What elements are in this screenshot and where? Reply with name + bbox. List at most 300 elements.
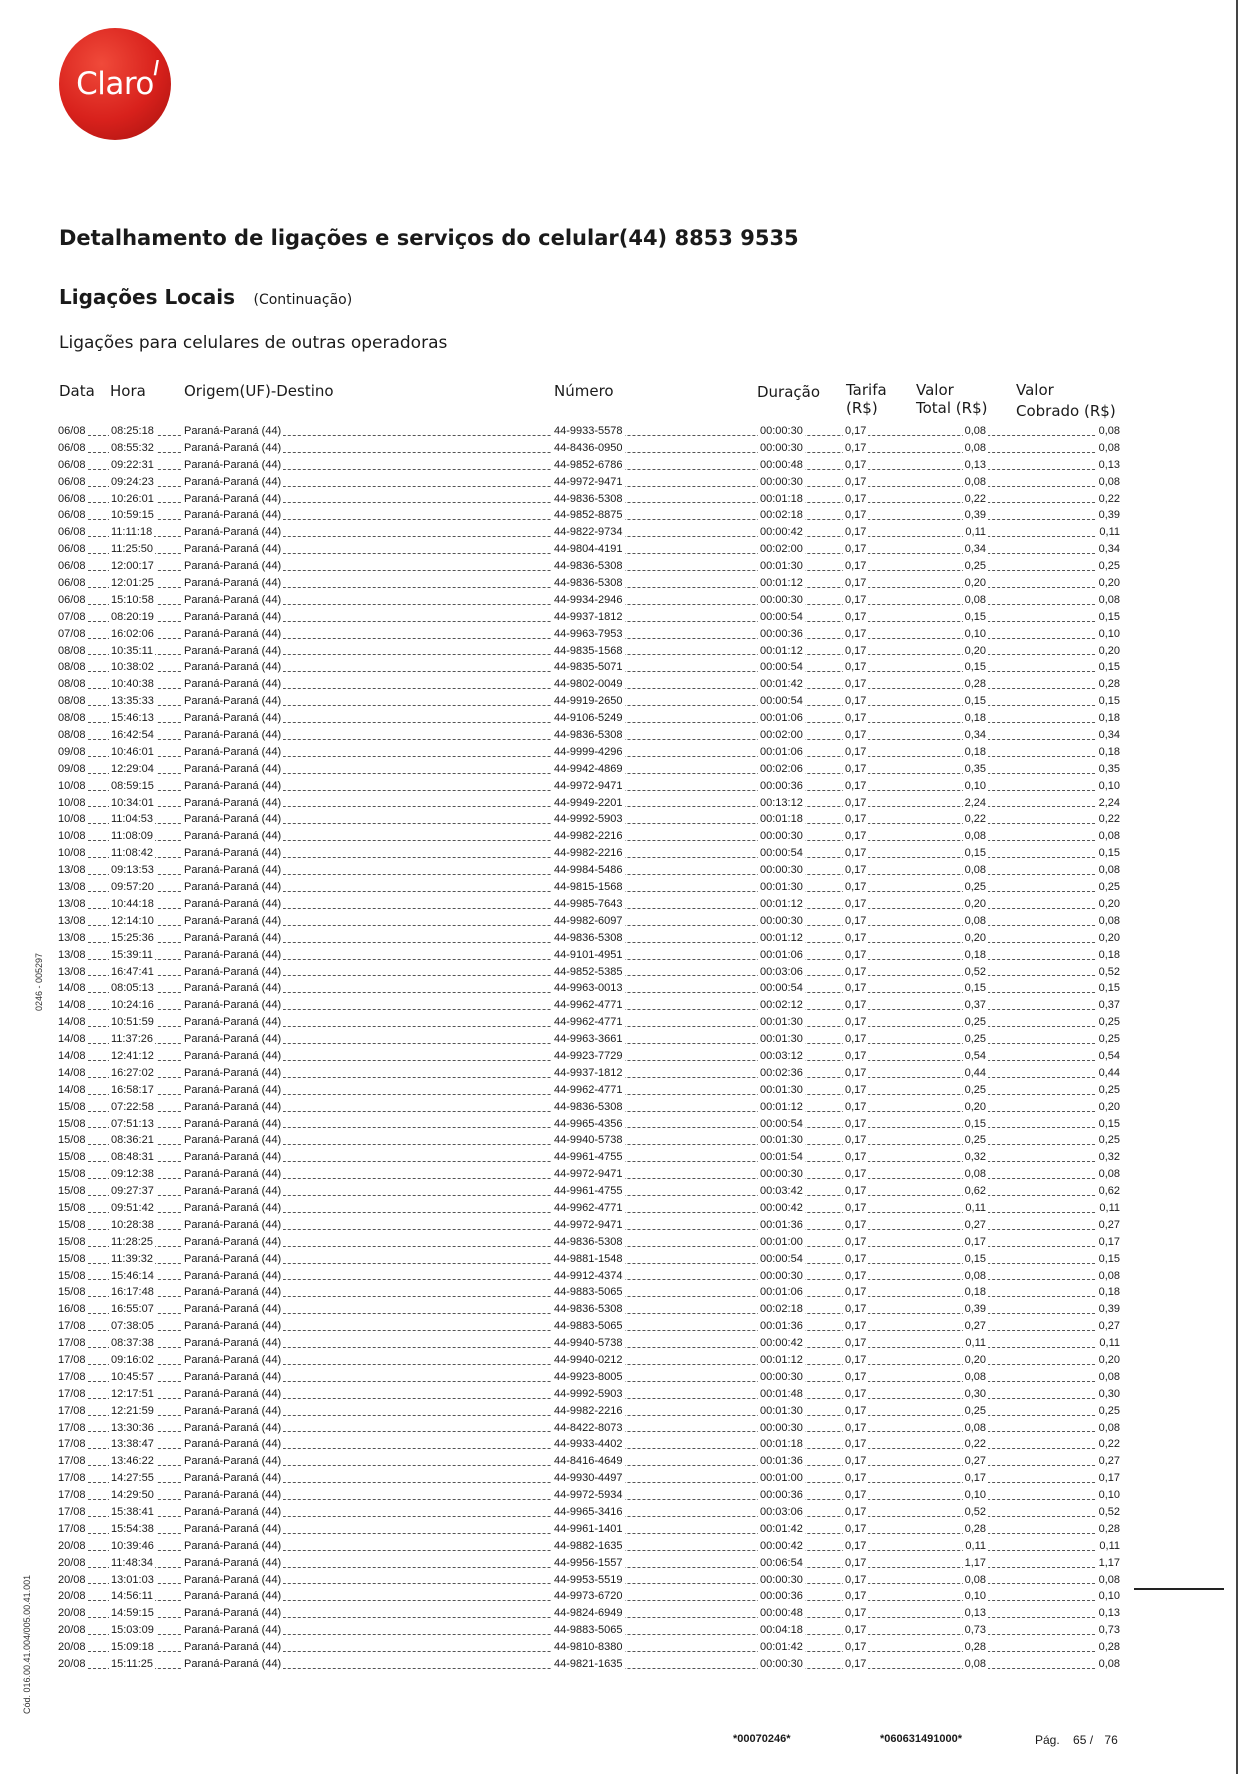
cell-origin: Paraná-Paraná (44) [182,693,283,710]
cell-tariff: 0,17 [843,761,868,778]
cell-date: 13/08 [58,947,88,964]
cell-time: 11:37:26 [109,1031,155,1048]
table-row [58,1420,1120,1437]
cell-charged: 0,20 [1097,575,1120,592]
cell-duration: 00:01:42 [758,1521,805,1538]
cell-charged: 0,11 [1097,524,1120,541]
table-row [58,997,1120,1014]
cell-tariff: 0,17 [843,507,868,524]
table-row [58,1538,1120,1555]
cell-date: 15/08 [58,1268,88,1285]
cell-origin: Paraná-Paraná (44) [182,795,283,812]
footer-code-2: *060631491000* [880,1733,962,1745]
cell-number: 44-9883-5065 [552,1318,625,1335]
cell-date: 06/08 [58,558,88,575]
cell-charged: 0,15 [1097,659,1120,676]
cell-total: 0,20 [963,575,988,592]
table-row [58,828,1120,845]
cell-origin: Paraná-Paraná (44) [182,980,283,997]
cell-date: 06/08 [58,440,88,457]
cell-number: 44-9934-2946 [552,592,625,609]
table-row [58,1301,1120,1318]
cell-duration: 00:00:54 [758,1116,805,1133]
cell-time: 08:05:13 [109,980,156,997]
cell-total: 0,11 [963,1538,988,1555]
cell-origin: Paraná-Paraná (44) [182,1251,283,1268]
cell-origin: Paraná-Paraná (44) [182,1555,283,1572]
cell-duration: 00:01:30 [758,558,805,575]
cell-time: 08:36:21 [109,1132,156,1149]
cell-origin: Paraná-Paraná (44) [182,1504,283,1521]
cell-duration: 00:01:30 [758,1014,805,1031]
header-total-line1: Valor [916,381,954,399]
cell-duration: 00:06:54 [758,1555,805,1572]
cell-time: 15:25:36 [109,930,156,947]
table-row [58,423,1120,440]
cell-date: 20/08 [58,1538,88,1555]
cell-date: 15/08 [58,1200,88,1217]
cell-date: 08/08 [58,643,88,660]
cell-charged: 0,22 [1097,811,1120,828]
cell-date: 10/08 [58,778,88,795]
cell-total: 0,15 [963,609,988,626]
cell-duration: 00:02:00 [758,541,805,558]
cell-time: 11:28:25 [109,1234,155,1251]
cell-total: 0,54 [963,1048,988,1065]
header-tarifa-line1: Tarifa [846,381,887,399]
header-hora: Hora [110,382,146,400]
cell-origin: Paraná-Paraná (44) [182,659,283,676]
cell-origin: Paraná-Paraná (44) [182,1031,283,1048]
cell-origin: Paraná-Paraná (44) [182,1521,283,1538]
cell-total: 0,32 [963,1149,988,1166]
cell-tariff: 0,17 [843,693,868,710]
cell-total: 0,08 [963,1268,988,1285]
cell-total: 2,24 [963,795,988,812]
table-row [58,1521,1120,1538]
cell-duration: 00:00:30 [758,474,805,491]
cell-tariff: 0,17 [843,778,868,795]
table-row [58,558,1120,575]
cell-total: 0,08 [963,828,988,845]
cell-number: 44-9953-5519 [552,1572,625,1589]
table-row [58,1369,1120,1386]
cell-origin: Paraná-Paraná (44) [182,1082,283,1099]
cell-total: 0,28 [963,1639,988,1656]
cell-time: 13:01:03 [109,1572,156,1589]
cell-tariff: 0,17 [843,474,868,491]
cell-origin: Paraná-Paraná (44) [182,1116,283,1133]
cell-time: 10:34:01 [109,795,156,812]
cell-total: 0,28 [963,676,988,693]
cell-total: 0,15 [963,693,988,710]
cell-date: 14/08 [58,1065,88,1082]
cell-time: 12:29:04 [109,761,156,778]
cell-total: 0,13 [963,457,988,474]
cell-origin: Paraná-Paraná (44) [182,1420,283,1437]
cell-charged: 0,18 [1097,1284,1120,1301]
cell-duration: 00:03:06 [758,964,805,981]
cell-charged: 0,08 [1097,1420,1120,1437]
table-row [58,913,1120,930]
cell-total: 0,25 [963,1031,988,1048]
cell-tariff: 0,17 [843,1284,868,1301]
cell-date: 13/08 [58,930,88,947]
header-cobrado-line1: Valor [1016,381,1054,399]
cell-number: 44-9919-2650 [552,693,625,710]
cell-time: 11:48:34 [109,1555,155,1572]
cell-origin: Paraná-Paraná (44) [182,879,283,896]
cell-duration: 00:00:30 [758,1420,805,1437]
table-row [58,1284,1120,1301]
cell-tariff: 0,17 [843,609,868,626]
cell-charged: 0,35 [1097,761,1120,778]
cell-time: 09:27:37 [109,1183,156,1200]
cell-number: 44-9933-4402 [552,1436,625,1453]
cell-tariff: 0,17 [843,659,868,676]
cell-number: 44-9982-2216 [552,828,625,845]
cell-date: 10/08 [58,811,88,828]
cell-duration: 00:01:00 [758,1470,805,1487]
cell-duration: 00:00:54 [758,845,805,862]
cell-tariff: 0,17 [843,1521,868,1538]
cell-origin: Paraná-Paraná (44) [182,744,283,761]
cell-origin: Paraná-Paraná (44) [182,1217,283,1234]
cell-origin: Paraná-Paraná (44) [182,778,283,795]
cell-date: 17/08 [58,1403,88,1420]
cell-duration: 00:13:12 [758,795,805,812]
cell-tariff: 0,17 [843,1149,868,1166]
table-row [58,1234,1120,1251]
cell-time: 11:08:09 [109,828,155,845]
margin-mark-line [1134,1588,1224,1590]
cell-date: 15/08 [58,1284,88,1301]
footer-code-1: *00070246* [733,1733,791,1745]
cell-date: 13/08 [58,896,88,913]
cell-tariff: 0,17 [843,1268,868,1285]
table-row [58,1656,1120,1673]
cell-charged: 0,15 [1097,609,1120,626]
cell-origin: Paraná-Paraná (44) [182,1572,283,1589]
cell-time: 09:22:31 [109,457,156,474]
subsection-title: Ligações para celulares de outras operadoras [59,333,448,353]
cell-origin: Paraná-Paraná (44) [182,524,283,541]
cell-duration: 00:01:36 [758,1453,805,1470]
cell-date: 20/08 [58,1572,88,1589]
cell-total: 0,08 [963,1572,988,1589]
cell-origin: Paraná-Paraná (44) [182,423,283,440]
cell-duration: 00:01:30 [758,879,805,896]
cell-date: 06/08 [58,457,88,474]
cell-tariff: 0,17 [843,1301,868,1318]
cell-number: 44-9836-5308 [552,575,625,592]
table-row [58,1183,1120,1200]
cell-time: 14:59:15 [109,1605,156,1622]
cell-time: 10:24:16 [109,997,156,1014]
cell-tariff: 0,17 [843,727,868,744]
cell-date: 15/08 [58,1099,88,1116]
cell-tariff: 0,17 [843,457,868,474]
cell-charged: 0,25 [1097,558,1120,575]
cell-time: 16:58:17 [109,1082,156,1099]
cell-total: 0,11 [963,524,988,541]
cell-duration: 00:01:30 [758,1082,805,1099]
table-row [58,592,1120,609]
cell-number: 44-9973-6720 [552,1588,625,1605]
cell-time: 11:11:18 [109,524,154,541]
cell-total: 0,18 [963,710,988,727]
cell-date: 06/08 [58,474,88,491]
cell-charged: 0,25 [1097,1031,1120,1048]
table-row [58,1116,1120,1133]
cell-total: 0,30 [963,1386,988,1403]
cell-origin: Paraná-Paraná (44) [182,1132,283,1149]
cell-total: 0,34 [963,541,988,558]
cell-duration: 00:00:42 [758,1200,805,1217]
cell-charged: 0,08 [1097,592,1120,609]
cell-date: 17/08 [58,1470,88,1487]
cell-origin: Paraná-Paraná (44) [182,1166,283,1183]
cell-total: 0,17 [963,1470,988,1487]
cell-duration: 00:01:06 [758,1284,805,1301]
cell-time: 15:46:13 [109,710,156,727]
logo-mark-icon: / [153,58,159,80]
cell-origin: Paraná-Paraná (44) [182,1605,283,1622]
cell-number: 44-9949-2201 [552,795,625,812]
cell-time: 10:45:57 [109,1369,156,1386]
cell-tariff: 0,17 [843,930,868,947]
cell-date: 06/08 [58,423,88,440]
cell-time: 12:14:10 [109,913,156,930]
cell-time: 10:35:11 [109,643,155,660]
cell-number: 44-9881-1548 [552,1251,625,1268]
cell-date: 17/08 [58,1386,88,1403]
table-row [58,1403,1120,1420]
table-row [58,643,1120,660]
table-row [58,440,1120,457]
cell-date: 15/08 [58,1234,88,1251]
cell-number: 44-9972-5934 [552,1487,625,1504]
cell-total: 0,35 [963,761,988,778]
cell-date: 06/08 [58,592,88,609]
cell-charged: 0,13 [1097,457,1120,474]
cell-date: 08/08 [58,727,88,744]
cell-time: 16:47:41 [109,964,156,981]
cell-time: 09:13:53 [109,862,156,879]
cell-time: 12:00:17 [109,558,156,575]
cell-time: 15:38:41 [109,1504,156,1521]
cell-tariff: 0,17 [843,997,868,1014]
cell-origin: Paraná-Paraná (44) [182,643,283,660]
cell-origin: Paraná-Paraná (44) [182,440,283,457]
cell-duration: 00:01:54 [758,1149,805,1166]
cell-charged: 0,08 [1097,1166,1120,1183]
table-row [58,1065,1120,1082]
cell-origin: Paraná-Paraná (44) [182,930,283,947]
cell-tariff: 0,17 [843,1132,868,1149]
cell-tariff: 0,17 [843,1166,868,1183]
cell-date: 14/08 [58,1082,88,1099]
cell-origin: Paraná-Paraná (44) [182,1268,283,1285]
table-row [58,1031,1120,1048]
cell-origin: Paraná-Paraná (44) [182,626,283,643]
cell-charged: 0,08 [1097,828,1120,845]
cell-number: 44-9965-3416 [552,1504,625,1521]
cell-date: 17/08 [58,1487,88,1504]
cell-tariff: 0,17 [843,879,868,896]
page-label: Pág. [1035,1733,1060,1747]
table-row [58,896,1120,913]
cell-time: 15:09:18 [109,1639,156,1656]
cell-time: 08:37:38 [109,1335,156,1352]
cell-origin: Paraná-Paraná (44) [182,1453,283,1470]
cell-tariff: 0,17 [843,423,868,440]
cell-tariff: 0,17 [843,845,868,862]
cell-charged: 0,20 [1097,1352,1120,1369]
cell-tariff: 0,17 [843,1183,868,1200]
cell-tariff: 0,17 [843,491,868,508]
cell-tariff: 0,17 [843,1014,868,1031]
cell-time: 14:29:50 [109,1487,156,1504]
cell-date: 17/08 [58,1504,88,1521]
cell-origin: Paraná-Paraná (44) [182,457,283,474]
cell-charged: 0,25 [1097,879,1120,896]
cell-total: 0,15 [963,659,988,676]
cell-tariff: 0,17 [843,1048,868,1065]
cell-time: 13:46:22 [109,1453,156,1470]
cell-duration: 00:00:30 [758,1369,805,1386]
cell-tariff: 0,17 [843,643,868,660]
cell-charged: 0,11 [1097,1335,1120,1352]
cell-number: 44-9999-4296 [552,744,625,761]
cell-charged: 0,08 [1097,862,1120,879]
cell-total: 0,18 [963,1284,988,1301]
cell-number: 44-8422-8073 [552,1420,625,1437]
cell-charged: 0,11 [1097,1200,1120,1217]
cell-total: 0,15 [963,1116,988,1133]
table-row [58,1217,1120,1234]
cell-total: 0,52 [963,964,988,981]
cell-tariff: 0,17 [843,1065,868,1082]
cell-number: 44-9992-5903 [552,1386,625,1403]
cell-total: 0,22 [963,1436,988,1453]
cell-total: 0,08 [963,474,988,491]
cell-origin: Paraná-Paraná (44) [182,507,283,524]
table-row [58,1014,1120,1031]
cell-time: 12:21:59 [109,1403,156,1420]
cell-number: 44-9962-4771 [552,1200,625,1217]
cell-origin: Paraná-Paraná (44) [182,1183,283,1200]
cell-date: 08/08 [58,676,88,693]
header-total [916,381,987,417]
cell-date: 13/08 [58,862,88,879]
cell-tariff: 0,17 [843,795,868,812]
cell-number: 44-9982-6097 [552,913,625,930]
cell-charged: 0,08 [1097,913,1120,930]
cell-tariff: 0,17 [843,1436,868,1453]
cell-number: 44-9821-1635 [552,1656,625,1673]
cell-date: 08/08 [58,710,88,727]
cell-duration: 00:01:12 [758,1352,805,1369]
cell-date: 10/08 [58,795,88,812]
cell-duration: 00:00:30 [758,1166,805,1183]
cell-date: 15/08 [58,1183,88,1200]
cell-tariff: 0,17 [843,1403,868,1420]
cell-duration: 00:02:18 [758,507,805,524]
cell-number: 44-9923-8005 [552,1369,625,1386]
cell-time: 12:17:51 [109,1386,156,1403]
cell-total: 0,11 [963,1335,988,1352]
cell-total: 0,25 [963,558,988,575]
cell-date: 06/08 [58,491,88,508]
cell-number: 44-9982-2216 [552,845,625,862]
table-row [58,1200,1120,1217]
cell-origin: Paraná-Paraná (44) [182,1538,283,1555]
page-number [1035,1733,1118,1747]
cell-origin: Paraná-Paraná (44) [182,1318,283,1335]
cell-time: 10:38:02 [109,659,156,676]
cell-total: 0,18 [963,744,988,761]
table-row [58,778,1120,795]
cell-duration: 00:00:54 [758,1251,805,1268]
cell-total: 0,62 [963,1183,988,1200]
cell-date: 14/08 [58,1048,88,1065]
cell-number: 44-9940-5738 [552,1132,625,1149]
cell-total: 0,08 [963,1369,988,1386]
cell-tariff: 0,17 [843,1251,868,1268]
cell-number: 44-9940-5738 [552,1335,625,1352]
cell-total: 0,73 [963,1622,988,1639]
cell-duration: 00:01:18 [758,491,805,508]
table-row [58,1572,1120,1589]
cell-total: 0,08 [963,1420,988,1437]
cell-origin: Paraná-Paraná (44) [182,558,283,575]
cell-date: 07/08 [58,609,88,626]
cell-origin: Paraná-Paraná (44) [182,592,283,609]
cell-duration: 00:01:48 [758,1386,805,1403]
cell-date: 06/08 [58,575,88,592]
cell-time: 09:51:42 [109,1200,156,1217]
header-numero: Número [554,382,614,400]
cell-date: 09/08 [58,744,88,761]
table-row [58,609,1120,626]
cell-total: 0,25 [963,879,988,896]
cell-number: 44-9972-9471 [552,778,625,795]
table-row [58,1166,1120,1183]
cell-duration: 00:00:42 [758,1538,805,1555]
cell-duration: 00:00:30 [758,423,805,440]
cell-charged: 0,44 [1097,1065,1120,1082]
cell-total: 0,20 [963,896,988,913]
cell-origin: Paraná-Paraná (44) [182,896,283,913]
cell-charged: 0,22 [1097,491,1120,508]
cell-tariff: 0,17 [843,626,868,643]
cell-time: 10:26:01 [109,491,156,508]
cell-time: 07:38:05 [109,1318,156,1335]
cell-number: 44-9852-6786 [552,457,625,474]
cell-charged: 0,08 [1097,1369,1120,1386]
cell-number: 44-9836-5308 [552,930,625,947]
cell-tariff: 0,17 [843,1082,868,1099]
table-row [58,710,1120,727]
section-note: (Continuação) [253,292,353,308]
cell-total: 0,08 [963,1166,988,1183]
cell-origin: Paraná-Paraná (44) [182,1048,283,1065]
cell-origin: Paraná-Paraná (44) [182,1656,283,1673]
cell-origin: Paraná-Paraná (44) [182,997,283,1014]
cell-charged: 0,39 [1097,1301,1120,1318]
cell-duration: 00:01:06 [758,744,805,761]
